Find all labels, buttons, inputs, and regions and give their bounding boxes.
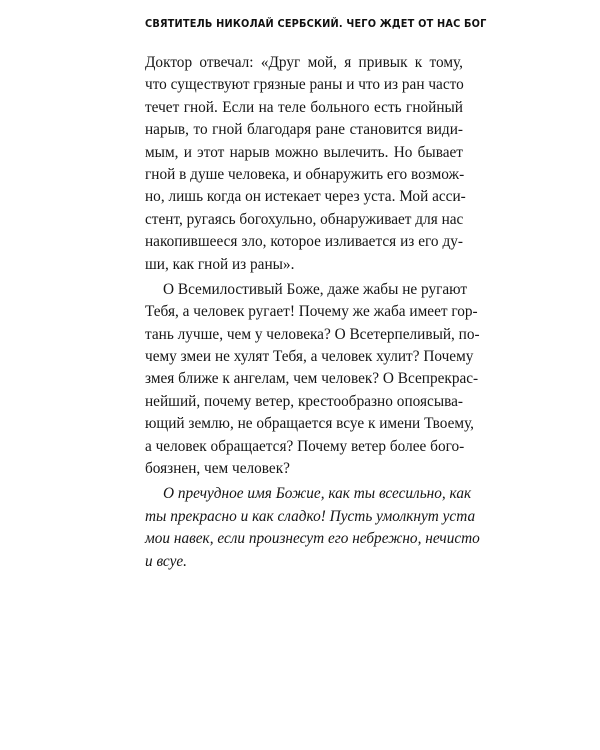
running-header: СВЯТИТЕЛЬ НИКОЛАЙ СЕРБСКИЙ. ЧЕГО ЖДЕТ ОТ НАС БОГ	[145, 18, 487, 30]
text-line: Доктор отвечал: «Друг мой, я привык к тому,	[145, 54, 463, 71]
text-line: накопившееся зло, которое изливается из его ду-	[145, 233, 463, 251]
text-line: гной в душе человека, и обнаружить его возмож-	[145, 165, 465, 183]
body-text	[145, 52, 480, 573]
text-line: и всуе.	[145, 552, 187, 570]
text-line: О Всемилостивый Боже, даже жабы не ругают	[163, 280, 468, 298]
text-line: Тебя, а человек ругает! Почему же жаба имеет гор-	[145, 303, 478, 321]
text-line: ши, как гной из раны».	[145, 255, 295, 273]
text-line: боязнен, чем человек?	[145, 460, 290, 478]
text-line: но, лишь когда он истекает через уста. Мой асси-	[145, 188, 466, 206]
text-line: мои навек, если произнесут его небрежно, нечисто	[145, 530, 480, 548]
text-line: змея ближе к ангелам, чем человек? О Всепрекрас-	[145, 370, 479, 388]
text-line: стент, ругаясь богохульно, обнаруживает для нас	[145, 210, 464, 228]
text-line: тань лучше, чем у человека? О Всетерпеливый, по-	[145, 325, 480, 343]
paragraph-prayer	[145, 483, 480, 573]
paragraph-lament	[145, 279, 480, 481]
text-line: нарыв, то гной благодаря ране становится види-	[145, 121, 463, 139]
paragraph-doctor-reply	[145, 52, 466, 276]
text-line: чему змеи не хулят Тебя, а человек хулит? Почему	[145, 348, 474, 366]
text-line: течет гной. Если на теле больного есть гнойный	[145, 98, 463, 116]
text-line: ющий землю, не обращается всуе к имени Твоему,	[145, 415, 475, 433]
text-line: О пречудное имя Божие, как ты всесильно, как	[163, 485, 472, 503]
text-line: что существуют грязные раны и что из ран часто	[145, 76, 464, 94]
text-line: ты прекрасно и как сладко! Пусть умолкнут уста	[145, 507, 476, 525]
text-line: нейший, почему ветер, крестообразно опоясыва-	[145, 392, 463, 410]
text-line: а человек обращается? Почему ветер более бого-	[145, 437, 465, 455]
text-line: мым, и этот нарыв можно вылечить. Но бывает	[145, 143, 463, 161]
